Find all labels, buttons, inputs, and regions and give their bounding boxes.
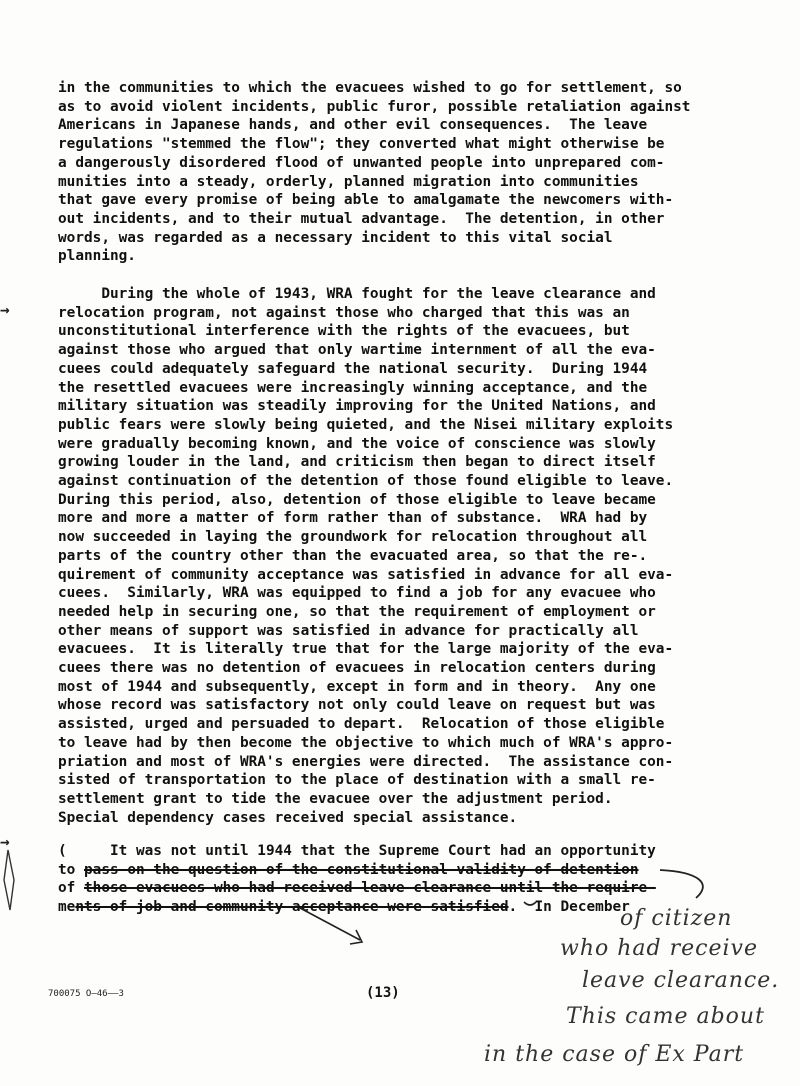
paragraph-3-line-4-prefix: me [58,899,76,916]
paragraph2-line: During this period, also, detention of those eligible to leave became [58,491,656,508]
paragraph1-line: out incidents, and to their mutual advantage. The detention, in other [58,210,665,227]
paragraph2-line: other means of support was satisfied in advance for practically all [58,622,639,639]
paragraph2-line: quirement of community acceptance was satisfied in advance for all eva- [58,566,674,583]
paragraph1-line: a dangerously disordered flood of unwanted people into unprepared com- [58,154,665,171]
handwritten-note [470,900,800,1086]
paragraph2-line: more and more a matter of form rather than of substance. WRA had by [58,510,648,527]
paragraph2-line: against continuation of the detention of those found eligible to leave. [58,473,674,490]
paragraph2-line: the resettled evacuees were increasingly winning acceptance, and the [58,379,648,396]
paragraph1-line: as to avoid violent incidents, public furor, possible retaliation against [58,98,691,115]
paragraph-3-line-4-suffix: . In December [508,899,630,916]
paragraph2-line: settlement grant to tide the evacuee over the adjustment period. [58,790,613,807]
paragraph2-line: most of 1944 and subsequently, except in form and in theory. Any one [58,678,656,695]
paragraph1-line: regulations "stemmed the flow"; they converted what might otherwise be [58,136,665,153]
paragraph2-line: against those who argued that only wartime internment of all the eva- [58,342,656,359]
paragraph2-line: military situation was steadily improving for the United Nations, and [58,398,656,415]
paragraph1-line: munities into a steady, orderly, planned migration into communities [58,173,639,190]
paragraph1-line: words, was regarded as a necessary incident to this vital social [58,229,613,246]
paragraph2-line: public fears were slowly being quieted, and the Nisei military exploits [58,416,674,433]
paragraph-3-line-3 [58,879,748,898]
paragraph2-line: cuees. Similarly, WRA was equipped to find a job for any evacuee who [58,585,656,602]
paragraph-3-line-1 [58,842,748,861]
handwritten-line-3: leave clearance. [582,968,780,993]
paragraph2-line: Special dependency cases received special assistance. [58,809,518,826]
handwritten-line-1: of citizen [620,906,733,931]
paragraph2-line: evacuees. It is literally true that for the large majority of the eva- [58,641,674,658]
paragraph-3-line-2-prefix: to [58,861,84,878]
paragraph2-line: now succeeded in laying the groundwork for relocation throughout all [58,529,648,546]
paragraph-2 [58,285,748,827]
handwritten-line-2: who had receive [560,936,758,961]
paragraph2-line: cuees could adequately safeguard the national security. During 1944 [58,360,648,377]
paragraph2-line: needed help in securing one, so that the requirement of employment or [58,603,656,620]
paragraph2-line: priation and most of WRA's energies were directed. The assistance con- [58,753,674,770]
struck-text-line-2: pass on the question of the constitutional validity of detention [84,861,639,878]
print-code: 700075 O—46——3 [48,989,124,999]
paragraph-3-open-mark: ( [58,843,67,859]
paragraph1-line: Americans in Japanese hands, and other evil consequences. The leave [58,117,648,134]
struck-text-line-3: those evacuees who had received leave clearance until the require- [84,880,656,897]
handwritten-line-4: This came about [566,1004,765,1029]
paragraph2-line: whose record was satisfactory not only could leave on request but was [58,697,656,714]
page-number: (13) [366,985,400,1001]
handwritten-line-5: in the case of Ex Part [484,1042,745,1067]
struck-text-line-4: nts of job and community acceptance were satisfied [75,899,509,916]
paragraph2-line: unconstitutional interference with the rights of the evacuees, but [58,323,630,340]
paragraph2-line: relocation program, not against those who charged that this was an [58,304,630,321]
paragraph-1 [58,79,748,266]
paragraph2-line: During the whole of 1943, WRA fought for the leave clearance and [58,286,656,302]
paragraph2-line: growing louder in the land, and criticism then began to direct itself [58,454,656,471]
paragraph2-line: cuees there was no detention of evacuees in relocation centers during [58,660,656,677]
paragraph2-line: sisted of transportation to the place of destination with a small re- [58,772,656,789]
paragraph2-line: were gradually becoming known, and the voice of conscience was slowly [58,435,656,452]
margin-arrow-mark-lower: → [0,832,10,851]
paragraph1-line: planning. [58,248,136,265]
paragraph1-line: in the communities to which the evacuees wished to go for settlement, so [58,80,682,96]
paragraph2-line: assisted, urged and persuaded to depart. Relocation of those eligible [58,716,665,733]
paragraph-3-line-2 [58,861,748,880]
paragraph2-line: to leave had by then become the objective to which much of WRA's appro- [58,734,674,751]
margin-arrow-mark: → [0,300,10,319]
paragraph-3-line-1-text: It was not until 1944 that the Supreme Court had an opportunity [66,843,656,859]
paragraph-3-line-3-prefix: of [58,880,84,897]
paragraph2-line: parts of the country other than the evacuated area, so that the re-. [58,547,648,564]
paragraph-3-line-4 [58,898,748,917]
paragraph1-line: that gave every promise of being able to amalgamate the newcomers with- [58,192,674,209]
paragraph-3 [58,842,748,917]
